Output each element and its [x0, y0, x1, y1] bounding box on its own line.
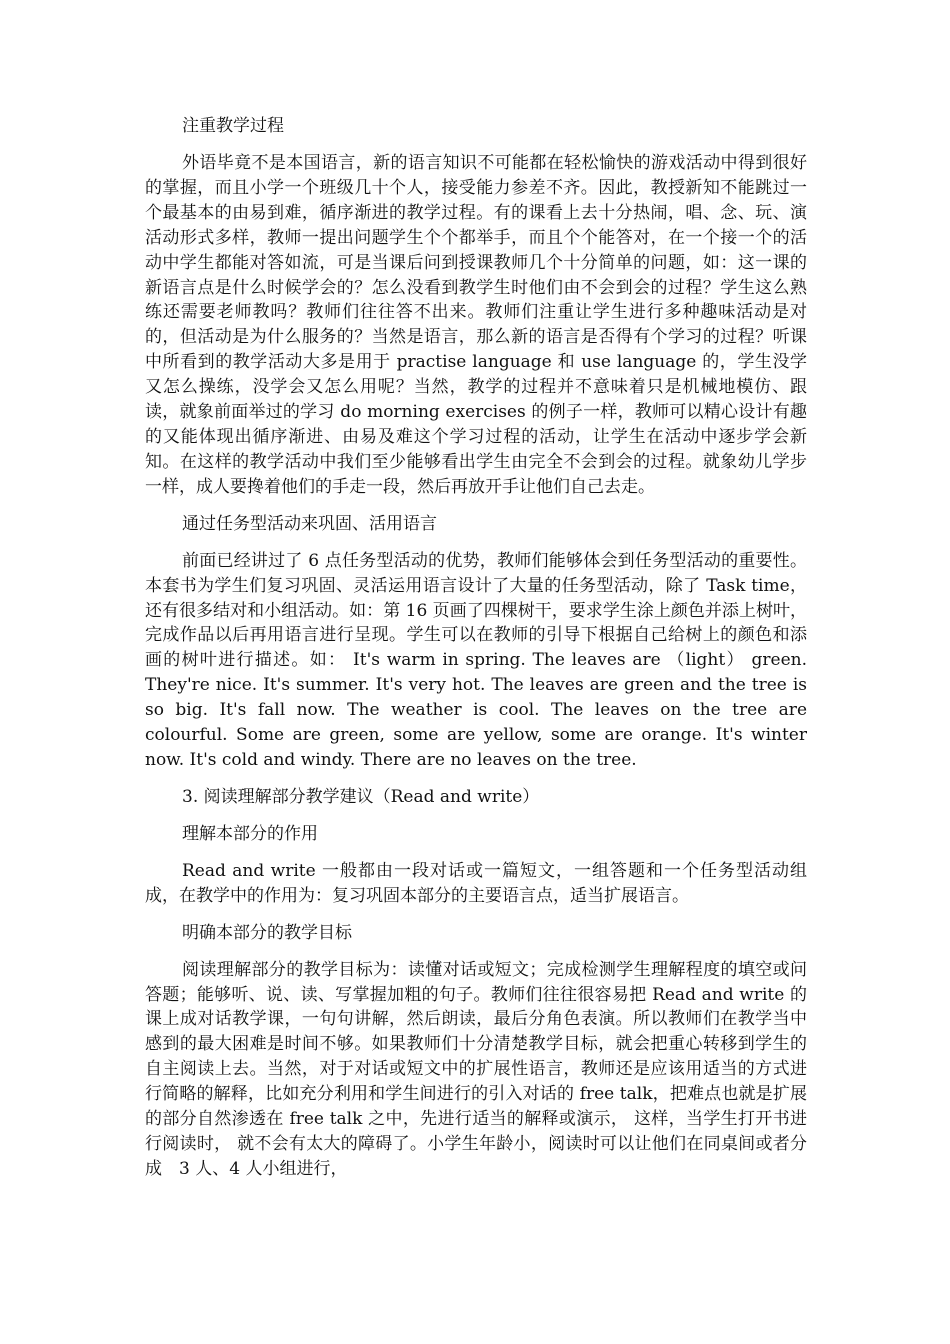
section-heading-read-and-write: 3. 阅读理解部分教学建议（Read and write）	[182, 786, 540, 807]
section-heading-teaching-goals: 明确本部分的教学目标	[182, 922, 352, 943]
section-heading-understand-role: 理解本部分的作用	[182, 823, 318, 844]
section-heading-teaching-process: 注重教学过程	[182, 116, 284, 136]
paragraph-task-activities: 前面已经讲过了 6 点任务型活动的优势，教师们能够体会到任务型活动的重要性。本套书为学生们复习巩固、灵活运用语言设计了大量的任务型活动，除了 Task time，还有很多结对和小组活动。如：第 16 页画了四棵树干，要求学生涂上颜色并添上树叶，完成作品以后再用语言进行呈现。学生可以在教师的引导下根据自己给树上的颜色和添画的树叶进行描述。如： It's warm in spring. The leaves are （light） green. They're nice. It's summer. It's very hot. The leaves are green and the tree is so big. It's fall now. The weather is cool. The leaves on the tree are colourful. Some are green, some are yellow, some are orange. It's winter now. It's cold and windy. There are no leaves on the tree.	[145, 550, 807, 770]
section-heading-task-activities: 通过任务型活动来巩固、活用语言	[182, 513, 437, 534]
paragraph-teaching-process: 外语毕竟不是本国语言，新的语言知识不可能都在轻松愉快的游戏活动中得到很好的掌握，而且小学一个班级几十个人，接受能力参差不齐。因此，教授新知不能跳过一个最基本的由易到难，循序渐进的教学过程。有的课看上去十分热闹，唱、念、玩、演活动形式多样，教师一提出问题学生个个都举手，而且个个能答对，在一个接一个的活动中学生都能对答如流，可是当课后问到授课教师几个十分简单的问题，如：这一课的新语言点是什么时候学会的？怎么没看到教学生时他们由不会到会的过程？学生这么熟练还需要老师教吗？教师们往往答不出来。教师们注重让学生进行多种趣味活动是对的，但活动是为什么服务的？当然是语言，那么新的语言是否得有个学习的过程？听课中所看到的教学活动大多是用于 practise language 和 use language 的，学生没学又怎么操练，没学会又怎么用呢？当然，教学的过程并不意味着只是机械地模仿、跟读，就象前面举过的学习 do morning exercises 的例子一样，教师可以精心设计有趣的又能体现出循序渐进、由易及难这个学习过程的活动，让学生在活动中逐步学会新知。在这样的教学活动中我们至少能够看出学生由完全不会到会的过程。就象幼儿学步一样，成人要搀着他们的手走一段，然后再放开手让他们自己去走。	[145, 153, 807, 497]
document-body	[145, 114, 807, 1194]
paragraph-teaching-goals: 阅读理解部分的教学目标为：读懂对话或短文；完成检测学生理解程度的填空或问答题；能够听、说、读、写掌握加粗的句子。教师们往往很容易把 Read and write 的课上成对话教学课，一句句讲解，然后朗读，最后分角色表演。所以教师们在教学当中感到的最大困难是时间不够。如果教师们十分清楚教学目标，就会把重心转移到学生的自主阅读上去。当然，对于对话或短文中的扩展性语言，教师还是应该用适当的方式进行简略的解释，比如充分利用和学生间进行的引入对话的 free talk，把难点也就是扩展的部分自然渗透在 free talk 之中，先进行适当的解释或演示， 这样，当学生打开书进行阅读时， 就不会有太大的障碍了。小学生年龄小，阅读时可以让他们在同桌间或者分成 3 人、4 人小组进行，	[145, 959, 807, 1179]
paragraph-understand-role: Read and write 一般都由一段对话或一篇短文，一组答题和一个任务型活动组成，在教学中的作用为：复习巩固本部分的主要语言点，适当扩展语言。	[145, 860, 807, 906]
